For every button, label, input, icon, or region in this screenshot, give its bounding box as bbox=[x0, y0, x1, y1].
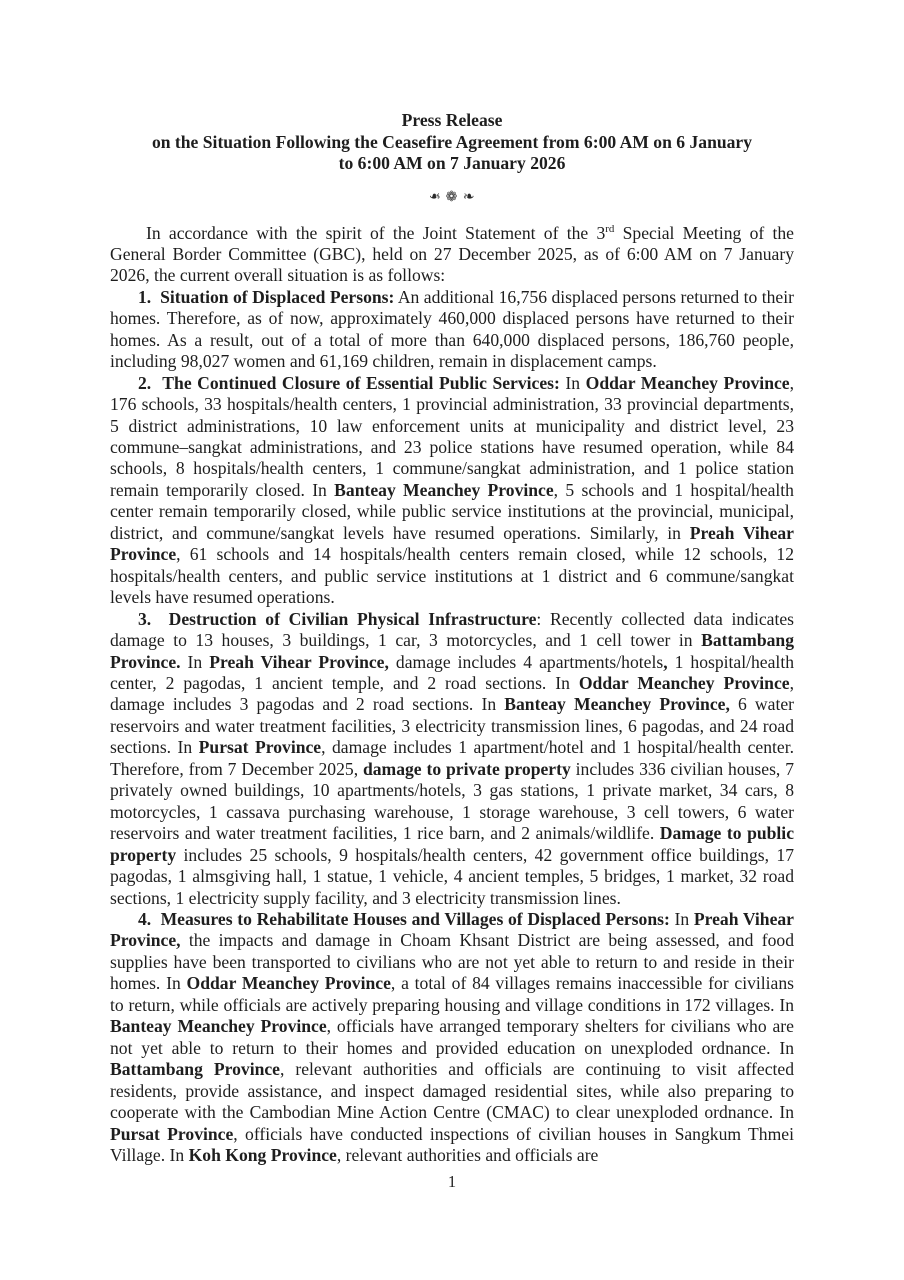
text-run: , 176 schools, 33 hospitals/health centers, 1 provincial administration, 33 provincial departments, 5 district administrations, 10 law enforcement units at municipality and district level, 23 commune–sangkat administrations, and 23 police stations have resumed operation, while 84 schools, 8 hospitals/health centers, 1 commune/sangkat administration, and 1 police station remain temporarily closed. In bbox=[110, 372, 795, 500]
text-run: , a total of 84 villages remains inaccessible for civilians to return, while officials are actively preparing housing and village conditions in 172 villages. In bbox=[110, 973, 794, 1015]
text-run: the impacts and damage in Choam Khsant District are being assessed, and food supplies have been transported to civilians who are not yet able to return to and reside in their homes. In bbox=[110, 930, 794, 994]
paragraph-intro bbox=[110, 223, 794, 287]
text-run: damage includes 4 apartments/hotels bbox=[388, 651, 664, 672]
text-run: Battambang Province bbox=[110, 1059, 280, 1080]
ornament-flower-icon: ❁ bbox=[445, 189, 459, 205]
text-run: 1 hospital/health center, 2 pagodas, 1 ancient temple, and 2 road sections. In bbox=[110, 651, 794, 694]
paragraph-item-1-displaced-persons bbox=[110, 287, 794, 373]
paragraph-item-3-infrastructure-destruction bbox=[110, 609, 794, 909]
text-run: In bbox=[180, 651, 210, 672]
title-line-1: Press Release bbox=[401, 110, 503, 130]
text-run: rd bbox=[605, 222, 615, 235]
text-run: 6 water reservoirs and water treatment facilities, 3 electricity transmission lines, 6 pagodas, and 24 road sections. In bbox=[110, 694, 794, 758]
text-run: , officials have conducted inspections of civilian houses in Sangkum Thmei Village. In bbox=[110, 1123, 794, 1165]
text-run: Koh Kong Province bbox=[188, 1144, 337, 1165]
text-run: , damage includes 1 apartment/hotel and 1 hospital/health center. Therefore, from 7 December 2025, bbox=[110, 737, 794, 779]
paragraphs bbox=[110, 223, 794, 1167]
text-run: 3. Destruction of Civilian Physical Infrastructure bbox=[138, 608, 537, 629]
ornament-left-flourish-icon: ❧ bbox=[428, 189, 442, 205]
ornament-right-flourish-icon: ❧ bbox=[462, 189, 476, 205]
text-run: Preah Vihear Province, bbox=[209, 651, 389, 672]
text-run: Banteay Meanchey Province, bbox=[504, 694, 730, 715]
text-run: , relevant authorities and officials are bbox=[336, 1144, 599, 1165]
text-run: : Recently collected data indicates damage to 13 houses, 3 buildings, 1 car, 3 motorcycles, and 1 cell tower in bbox=[110, 608, 794, 651]
text-run: Battambang Province. bbox=[110, 630, 794, 672]
page-number: 1 bbox=[447, 1172, 457, 1191]
text-run: , 61 schools and 14 hospitals/health centers remain closed, while 12 schools, 12 hospitals/health centers, and public service institutions at 1 district and 6 commune/sangkat levels have resumed operations. bbox=[110, 544, 794, 608]
text-run: 1. Situation of Displaced Persons: bbox=[138, 286, 395, 307]
text-run: , bbox=[663, 651, 668, 672]
paragraph-item-4-rehabilitation-measures bbox=[110, 909, 794, 1166]
text-run: In bbox=[669, 909, 694, 929]
title-line-2: on the Situation Following the Ceasefire Agreement from 6:00 AM on 6 January bbox=[151, 131, 753, 152]
text-run: , relevant authorities and officials are continuing to visit affected residents, provide assistance, and inspect damaged residential sites, while also preparing to cooperate with the Cambodian Mine Action Centre (CMAC) to clear unexploded ordnance. In bbox=[110, 1059, 794, 1123]
text-run: Pursat Province bbox=[110, 1123, 234, 1144]
text-run: Special Meeting of the General Border Committee (GBC), held on 27 December 2025, as of 6:00 AM on 7 January 2026, the current overall situation is as follows: bbox=[110, 222, 794, 286]
text-run: , damage includes 3 pagodas and 2 road sections. In bbox=[110, 673, 794, 715]
text-run: Banteay Meanchey Province bbox=[110, 1016, 327, 1037]
text-run: , officials have arranged temporary shelters for civilians who are not yet able to return to their homes and provided education on unexploded ordnance. In bbox=[110, 1016, 794, 1058]
text-run: , 5 schools and 1 hospital/health center remain temporarily closed, while public service institutions at the provincial, municipal, district, and commune/sangkat levels have resumed operations. Similarly, in bbox=[110, 479, 794, 543]
ornament-divider bbox=[0, 188, 904, 208]
text-run: Oddar Meanchey Province bbox=[578, 673, 790, 694]
text-run: Banteay Meanchey Province bbox=[334, 479, 554, 500]
text-run: In bbox=[559, 372, 586, 393]
text-run: Oddar Meanchey Province bbox=[585, 372, 790, 393]
text-run: In accordance with the spirit of the Joint Statement of the 3 bbox=[146, 222, 606, 243]
text-run: includes 25 schools, 9 hospitals/health centers, 42 government office buildings, 17 pagodas, 1 almsgiving hall, 1 statue, 1 vehicle, 4 ancient temples, 5 bridges, 1 market, 32 road sections, 1 electricity supply facility, and 3 electricity transmission lines. bbox=[110, 844, 794, 908]
title-line-3: to 6:00 AM on 7 January 2026 bbox=[338, 153, 566, 173]
text-run: damage to private property bbox=[362, 758, 571, 779]
text-run: 4. Measures to Rehabilitate Houses and Villages of Displaced Persons: bbox=[138, 909, 670, 929]
text-run: Oddar Meanchey Province bbox=[186, 973, 391, 994]
text-run: An additional 16,756 displaced persons returned to their homes. Therefore, as of now, approximately 460,000 displaced persons have returned to their homes. As a result, out of a total of more than 640,000 displaced persons, 186,760 people, including 98,027 women and 61,169 children, remain in displacement camps. bbox=[110, 286, 794, 372]
text-run: Pursat Province bbox=[198, 737, 322, 758]
text-run: Preah Vihear Province bbox=[110, 522, 794, 565]
text-run: Damage to public property bbox=[110, 823, 795, 865]
text-run: 2. The Continued Closure of Essential Public Services: bbox=[138, 372, 560, 393]
text-run: Preah Vihear Province, bbox=[110, 909, 794, 951]
document-title bbox=[0, 0, 904, 175]
text-run: includes 336 civilian houses, 7 privately owned buildings, 10 apartments/hotels, 3 gas stations, 1 private market, 34 cars, 8 motorcycles, 1 cassava purchasing warehouse, 1 storage warehouse, 3 cell towers, 6 water reservoirs and water treatment facilities, 1 rice barn, and 2 animals/wildlife. bbox=[110, 758, 794, 844]
paragraph-item-2-public-services bbox=[110, 373, 794, 609]
